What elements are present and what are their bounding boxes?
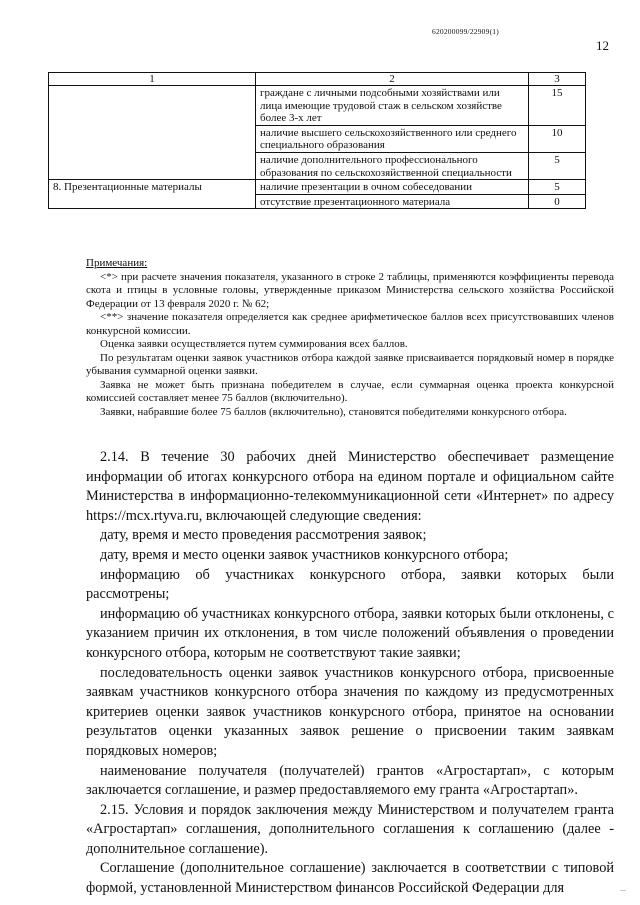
note-line: Оценка заявки осуществляется путем суммирования всех баллов.: [100, 338, 408, 350]
paragraph-2-14: 2.14. В течение 30 рабочих дней Министерство обеспечивает размещение информации об итогах конкурсного отбора на едином портале и официальном сайте Министерства в информационно-телекоммуникационной сети «Интернет» по адресу https://mcx.rtyva.ru, включающей следующие сведения:: [86, 449, 614, 524]
note-line: По результатам оценки заявок участников отбора каждой заявке присваивается порядковый номер в порядке убывания суммарной оценки заявки.: [86, 351, 614, 377]
table-cell-score: 15: [529, 86, 586, 126]
list-item: информацию об участниках конкурсного отбора, заявки которых были рассмотрены;: [86, 566, 614, 603]
table-cell-criterion: 8. Презентационные материалы: [49, 180, 256, 209]
note-line: <**> значение показателя определяется как среднее арифметическое баллов всех присутствовавших членов конкурсной комиссии.: [86, 311, 614, 337]
document-id: 620200099/22909(1): [432, 27, 499, 36]
scan-mark: ...: [620, 884, 626, 893]
notes-heading: Примечания:: [86, 257, 148, 269]
note-line: Заявка не может быть признана победителем в случае, если суммарная оценка проекта конкурсной комиссией составляет менее 75 баллов (включительно).: [86, 378, 614, 404]
criteria-table: [48, 72, 586, 209]
list-item: дату, время и место проведения рассмотрения заявок;: [100, 527, 427, 544]
table-header-row: [49, 73, 586, 86]
notes-section: [86, 257, 614, 419]
list-item: информацию об участниках конкурсного отбора, заявки которых были отклонены, с указанием причин их отклонения, в том числе положений объявления о проведении конкурсного отбора, которым не соответствуют такие заявки;: [86, 605, 614, 661]
list-item: наименование получателя (получателей) грантов «Агростартап», с которым заключается соглашение, и размер предоставляемого ему гранта «Агростартап».: [86, 762, 614, 799]
table-header-cell: 1: [49, 73, 256, 86]
table-cell-score: 5: [529, 152, 586, 179]
list-item: дату, время и место оценки заявок участников конкурсного отбора;: [100, 546, 509, 563]
table-row: [49, 180, 586, 195]
table-header-cell: 2: [256, 73, 529, 86]
table-cell-score: 5: [529, 180, 586, 195]
table-cell-score: 10: [529, 125, 586, 152]
table-cell-indicator: отсутствие презентационного материала: [256, 194, 529, 209]
body-text: [86, 448, 614, 899]
table-row: [49, 86, 586, 126]
paragraph: Соглашение (дополнительное соглашение) заключается в соответствии с типовой формой, установленной Министерством финансов Российской Федерации для: [86, 860, 614, 897]
page-number: 12: [596, 38, 609, 53]
table-cell-indicator: наличие презентации в очном собеседовании: [256, 180, 529, 195]
note-line: Заявки, набравшие более 75 баллов (включительно), становятся победителями конкурсного отбора.: [100, 405, 567, 418]
table-header-cell: 3: [529, 73, 586, 86]
table-cell-criterion: [49, 86, 256, 180]
list-item: последовательность оценки заявок участников конкурсного отбора, присвоенные заявкам участников конкурсного отбора значения по каждому из предусмотренных критериев оценки заявок участников конкурсного отбора, принятое на основании результатов оценки указанных заявок решение о присвоении таким заявкам порядковых номеров;: [86, 664, 614, 759]
paragraph-2-15: 2.15. Условия и порядок заключения между Министерством и получателем гранта «Агростартап» соглашения, дополнительного соглашения к соглашению (далее - дополнительное соглашение).: [86, 801, 614, 857]
table-cell-indicator: наличие дополнительного профессионального образования по сельскохозяйственной специальности: [256, 152, 529, 179]
table-cell-indicator: граждане с личными подсобными хозяйствами или лица имеющие трудовой стаж в сельском хозяйстве более 3-х лет: [256, 86, 529, 126]
table-cell-indicator: наличие высшего сельскохозяйственного или среднего специального образования: [256, 125, 529, 152]
table-cell-score: 0: [529, 194, 586, 209]
note-line: <*> при расчете значения показателя, указанного в строке 2 таблицы, применяются коэффициенты перевода скота и птицы в условные головы, утвержденные приказом Министерства сельского хозяйства Российской Федерации от 13 февраля 2020 г. № 62;: [86, 270, 614, 310]
